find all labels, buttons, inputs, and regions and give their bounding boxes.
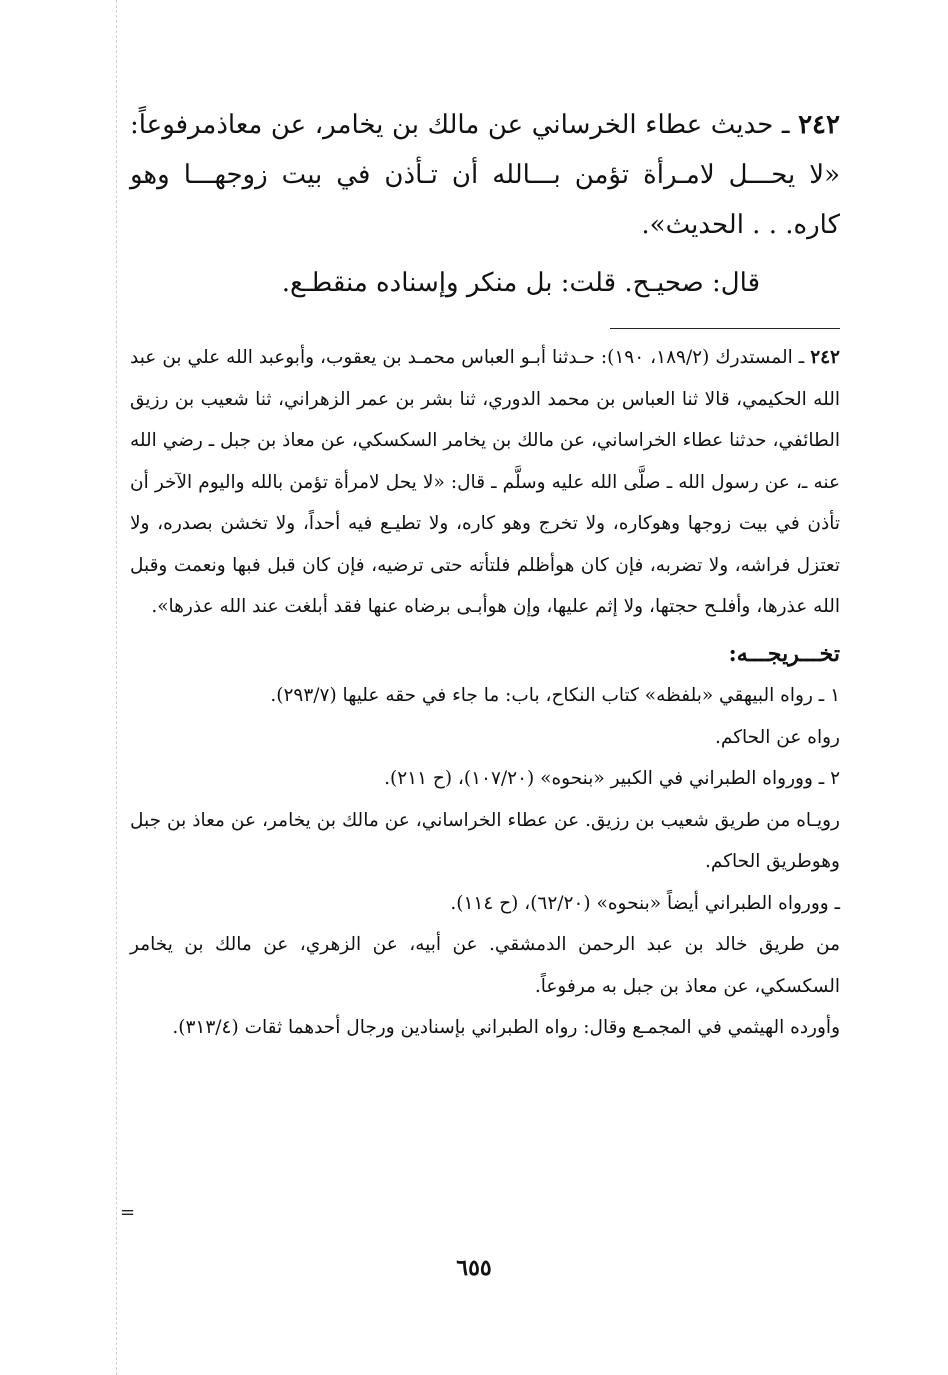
footnote-separator — [610, 328, 840, 329]
hadith-number: ٢٤٢ — [798, 110, 840, 140]
page-number: ٦٥٥ — [456, 1255, 492, 1281]
side-mark: = — [120, 1202, 136, 1223]
page-content — [130, 100, 840, 1049]
main-text — [130, 100, 840, 308]
footnote-text: ـ المستدرك (١٨٩/٢، ١٩٠): حـدثنا أبـو العباس محمـد بن يعقوب، وأبوعبد الله علي بن عبد الله الحكيمي، قالا ثنا العباس بن محمد الدوري، ثنا بشر بن عمر الزهراني، ثنا شعيب بن رزيق الطائفي، حدثنا عطاء الخراساني، عن مالك بن يخامر السكسكي، عن معاذ بن جبل ـ رضي الله عنه ـ، عن رسول الله ـ صلَّى الله عليه وسلَّم ـ قال: «لا يحل لامرأة تؤمن بالله واليوم الآخر أن تأذن في بيت زوجها وهوكاره، ولا تخرج وهو كاره، ولا تطيـع فيه أحداً، ولا تخشن بصدره، ولا تعتزل فراشه، ولا تضربه، فإن كان هوأظلم فلتأته حتى ترضيه، فإن كان قبل فبها ونعمت وقبل الله عذرها، وأفلـح حجتها، ولا إثم عليها، وإن هوأبـى برضاه عنها فقد أبلغت عند الله عذرها». — [130, 347, 840, 617]
ruling-text: قال: صحيـح. قلت: بل منكر وإسناده منقطـع. — [281, 268, 760, 298]
takhrij-heading: تخـــريجـــه: — [728, 640, 840, 667]
takhrij-item: رويـاه من طريق شعيب بن رزيق. عن عطاء الخراساني، عن مالك بن يخامر، عن معاذ بن جبل وهوطريق الحاكم. — [130, 809, 840, 872]
main-hadith — [130, 100, 840, 250]
footnotes — [130, 337, 840, 1049]
takhrij-item: رواه عن الحاكم. — [715, 726, 840, 748]
takhrij-item: ـ وورواه الطبراني أيضاً «بنحوه» (٦٢/٢٠)، (ح ١١٤). — [450, 892, 840, 914]
takhrij-item: من طريق خالد بن عبد الرحمن الدمشقي. عن أبيه، عن الزهري، عن مالك بن يخامر السكسكي، عن معاذ بن جبل به مرفوعاً. — [130, 934, 840, 997]
takhrij-item: ١ ـ رواه البيهقي «بلفظه» كتاب النكاح، باب: ما جاء في حقه عليها (٢٩٣/٧). — [270, 685, 840, 706]
margin-guide-line — [116, 0, 117, 1375]
hadith-text: ـ حديث عطاء الخرساني عن مالك بن يخامر، عن معاذمرفوعاً: «لا يحـــل لامـرأة تؤمن بـــالله أن تـأذن في بيت زوجهـــا وهو كاره. . . الحديث». — [130, 110, 840, 240]
footnote-source — [130, 337, 840, 628]
footnote-number: ٢٤٢ — [810, 347, 840, 368]
takhrij-item: وأورده الهيثمي في المجمـع وقال: رواه الطبراني بإسنادين ورجال أحدهما ثقات (٣١٣/٤). — [172, 1017, 840, 1038]
takhrij-item: ٢ ـ وورواه الطبراني في الكبير «بنحوه» (١٠٧/٢٠)، (ح ٢١١). — [384, 768, 840, 789]
